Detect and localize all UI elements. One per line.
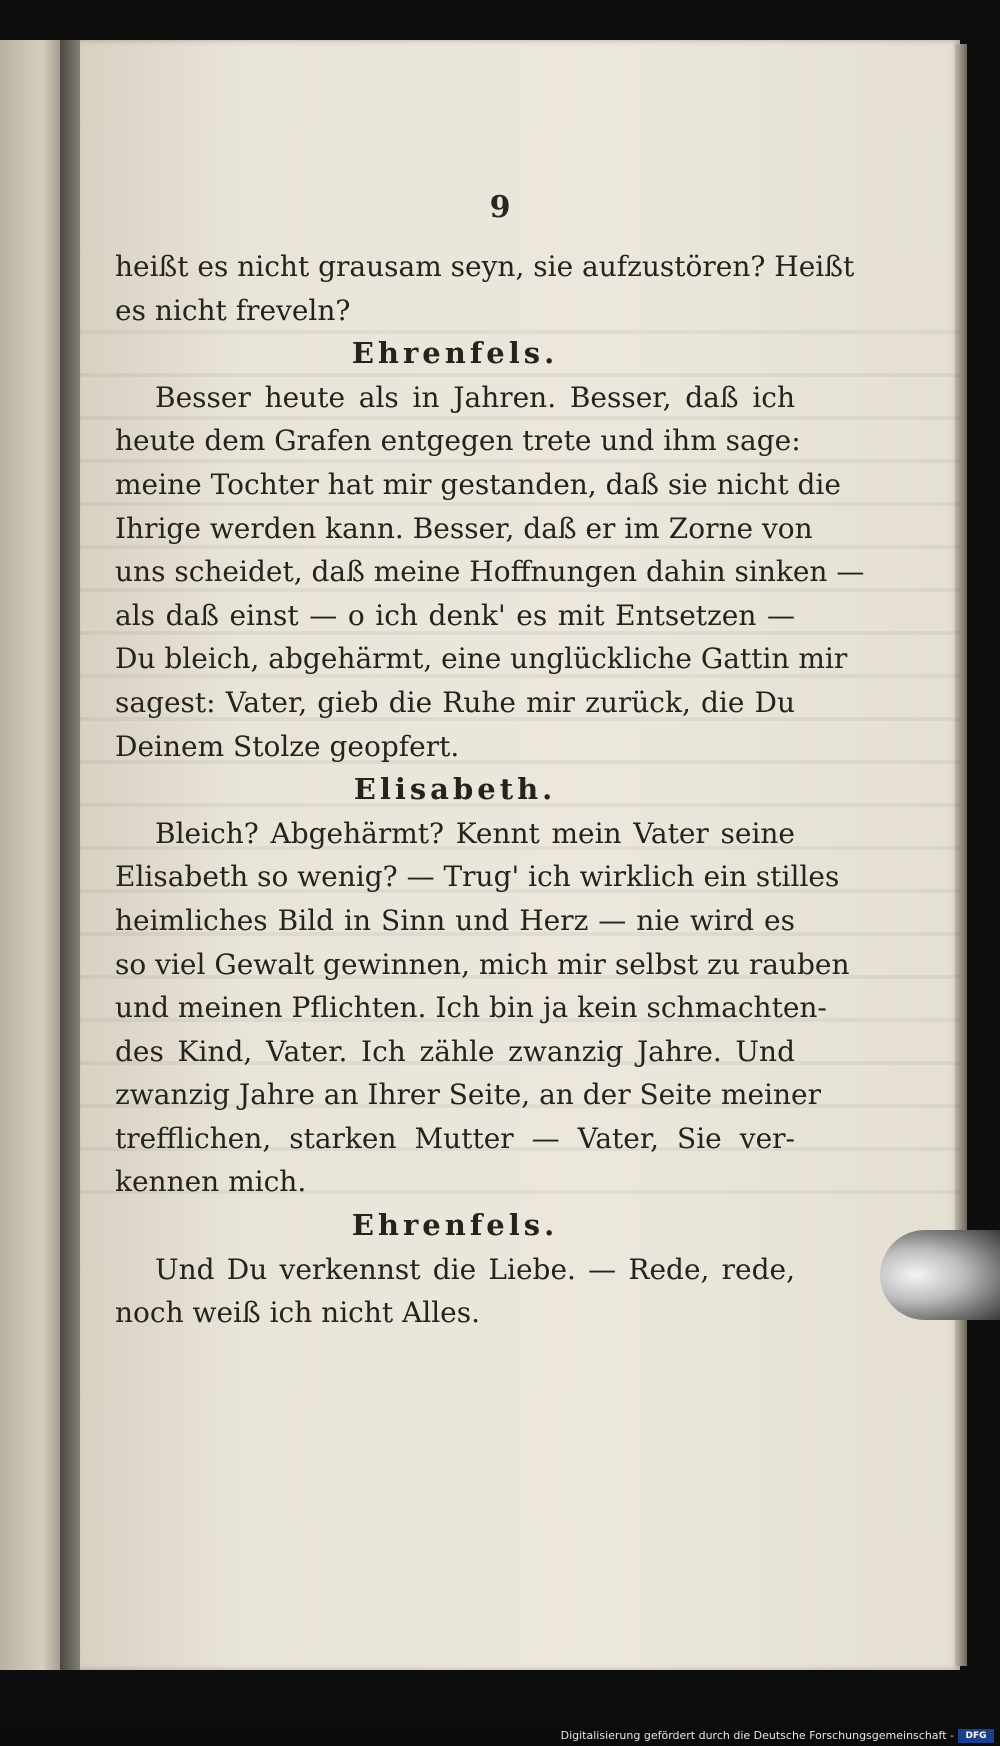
dfg-logo: DFG xyxy=(958,1729,994,1743)
text-line: so viel Gewalt gewinnen, mich mir selbst zu rauben xyxy=(115,947,850,981)
text-line: Deinem Stolze geopfert. xyxy=(115,729,460,763)
text-line: es nicht freveln? xyxy=(115,293,351,327)
text-line: uns scheidet, daß meine Hoffnungen dahin sinken — xyxy=(115,555,865,589)
speaker-name: Ehrenfels. xyxy=(351,336,559,371)
text-line: Ihrige werden kann. Besser, daß er im Zorne von xyxy=(115,511,813,545)
text-line: Bleich? Abgehärmt? Kennt mein Vater seine xyxy=(155,816,795,850)
text-line: Du bleich, abgehärmt, eine unglückliche Gattin mir xyxy=(115,642,848,676)
text-line: meine Tochter hat mir gestanden, daß sie nicht die xyxy=(115,467,841,501)
text-line: noch weiß ich nicht Alles. xyxy=(115,1296,480,1330)
text-line: und meinen Pflichten. Ich bin ja kein schmachten- xyxy=(115,991,827,1025)
text-line: heute dem Grafen entgegen trete und ihm sage: xyxy=(115,424,801,458)
text-line: Besser heute als in Jahren. Besser, daß ich xyxy=(155,380,795,414)
speaker-name: Elisabeth. xyxy=(353,772,557,807)
text-line: als daß einst — o ich denk' es mit Entsetzen — xyxy=(115,598,795,632)
text-line: trefflichen, starken Mutter — Vater, Sie ver- xyxy=(115,1121,795,1155)
text-line: heimliches Bild in Sinn und Herz — nie wird es xyxy=(115,903,795,937)
text-line: Und Du verkennst die Liebe. — Rede, rede, xyxy=(155,1252,795,1286)
text-line: Elisabeth so wenig? — Trug' ich wirklich ein stilles xyxy=(115,860,840,894)
digitization-credit: Digitalisierung gefördert durch die Deutsche Forschungsgemeinschaft - xyxy=(560,1729,954,1742)
page-number: 9 xyxy=(489,190,511,225)
text-line: sagest: Vater, gieb die Ruhe mir zurück, die Du xyxy=(115,685,795,719)
text-line: kennen mich. xyxy=(115,1165,307,1199)
text-line: des Kind, Vater. Ich zähle zwanzig Jahre. Und xyxy=(115,1034,795,1068)
text-line: zwanzig Jahre an Ihrer Seite, an der Seite meiner xyxy=(115,1078,821,1112)
text-line: heißt es nicht grausam seyn, sie aufzustören? Heißt xyxy=(115,250,855,283)
page-clamp xyxy=(880,1230,1000,1320)
body-text xyxy=(115,245,865,1335)
speaker-name: Ehrenfels. xyxy=(351,1208,559,1243)
